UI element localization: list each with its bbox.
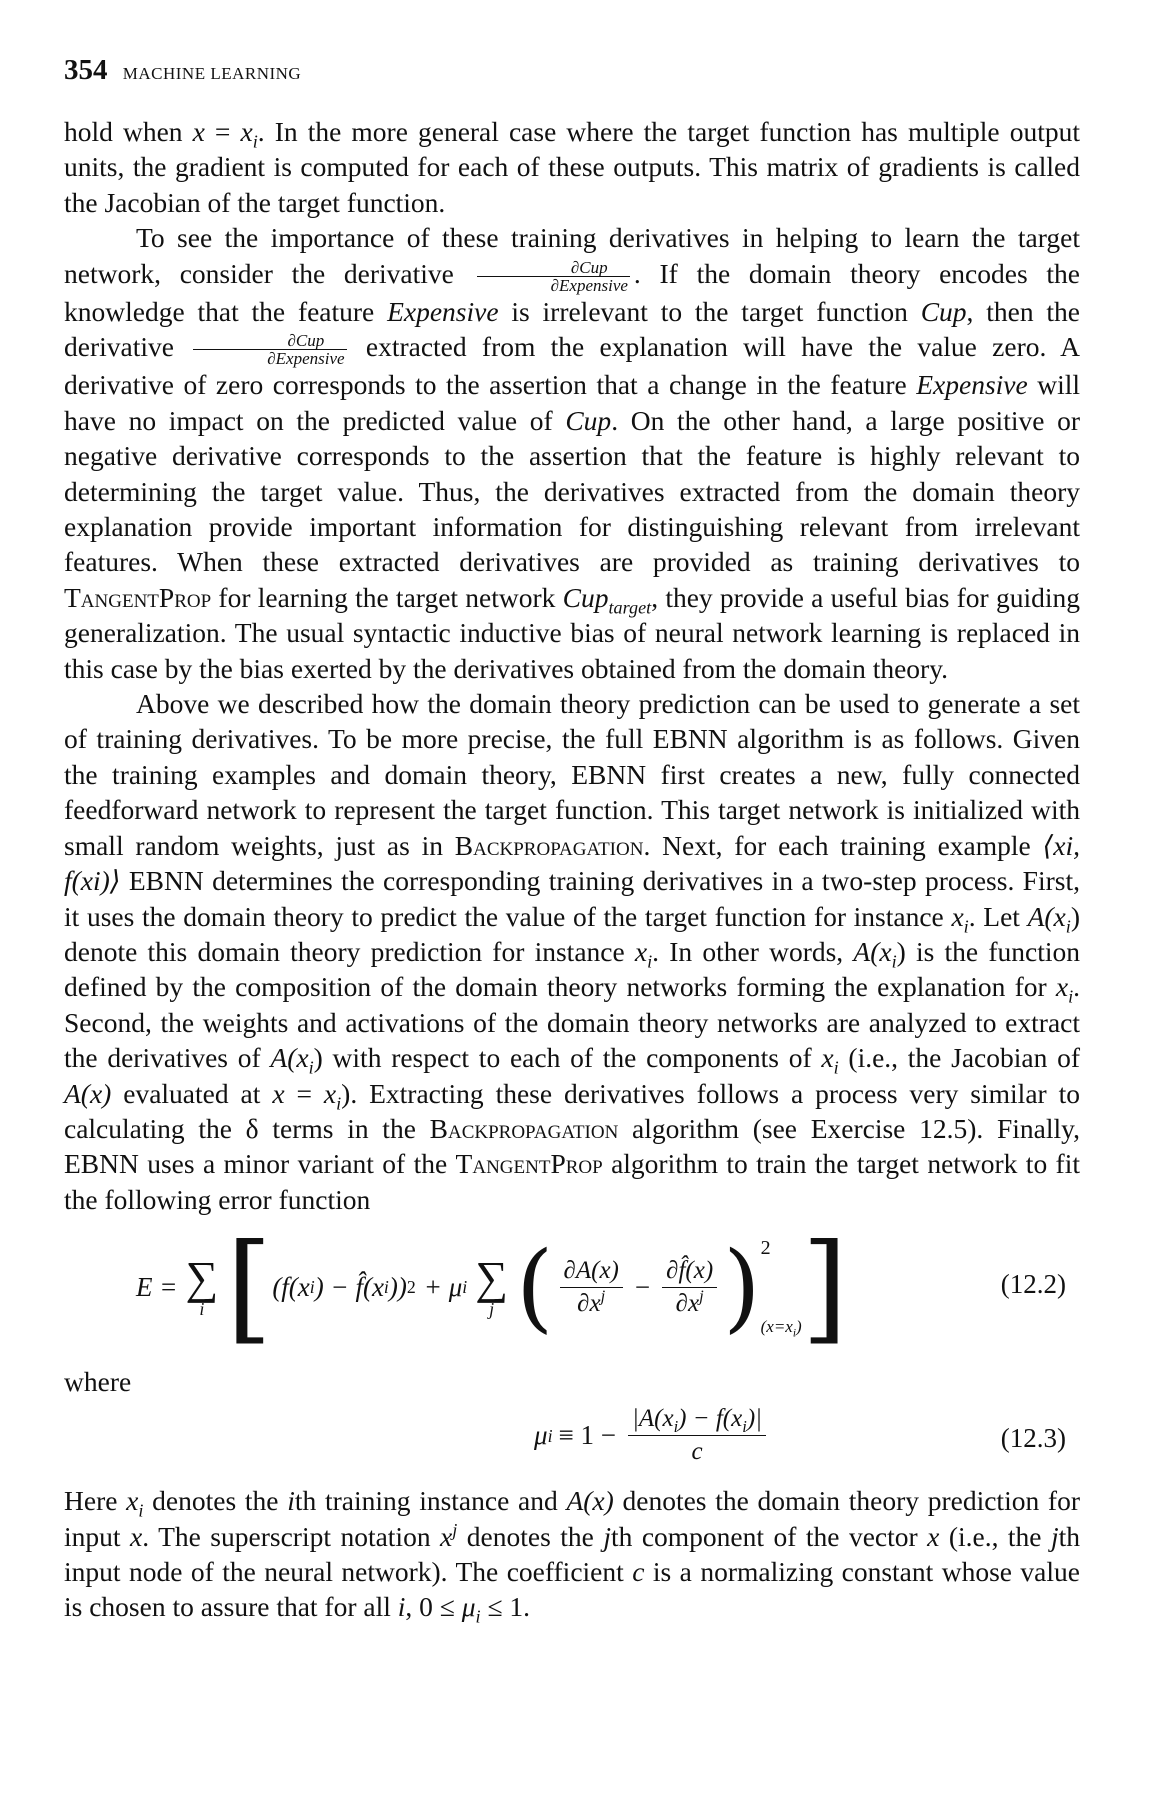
inner-sum-symbol: ∑ xyxy=(475,1252,509,1304)
df-dx-fraction: $\frac{\partial f̂(x)}{\partial x^j}$ xyxy=(662,1257,717,1318)
equation-number-12-3: (12.3) xyxy=(1000,1423,1066,1454)
derivative-fraction-1: $\frac{\text{∂Cup}}{\text{∂Expensive}}$ xyxy=(477,259,630,294)
paragraph-1: hold when $x = x_i$. In the more general case where the target function has multiple output units, the gradient is computed for each of these outputs. This matrix of gradients is called the Jacobian of the target function. xyxy=(64,116,1080,218)
error-function-formula: E = ∑ i [ (f(x i ) − f̂(x i )) 2 + μ i ∑ j ( ∂A(x) $\partial x^j$ − $\frac{\partial f̂(x)}{\partial x^j}$ ) 2 $(x=x_i)$ ] xyxy=(136,1218,848,1357)
mu-fraction: $\frac{|A(x_i) - f(x_i)|}{c}$ xyxy=(628,1405,766,1466)
paragraph-3: Above we described how the domain theory prediction can be used to generate a set of training derivatives. To be more precise, the full EBNN algorithm is as follows. Given the training examples and domain theory, EBNN first creates a new, fully connected feedforward network to represent the target function. This target network is initialized with small random weights, just as in Backpropagation. Next, for each training example ⟨xi, f(xi)⟩ EBNN determines the corresponding training derivatives in a two-step process. First, it uses the domain theory to predict the value of the target function for instance $x_i$. Let $A(x_i)$ denote this domain theory prediction for instance $x_i$. In other words, $A(x_i)$ is the function defined by the composition of the domain theory networks forming the explanation for $x_i$. Second, the weights and activations of the domain theory networks are analyzed to extract the derivatives of $A(x_i)$ with respect to each of the components of $x_i$ (i.e., the Jacobian of A(x) evaluated at $x = x_i$). Extracting these derivatives follows a process very similar to calculating the δ terms in the Backpropagation algorithm (see Exercise 12.5). Finally, EBNN uses a minor variant of the TangentProp algorithm to train the target network to fit the following error function xyxy=(64,688,1081,1215)
equation-12-3 xyxy=(64,1399,1080,1483)
dA-dx-fraction: ∂A(x) $\partial x^j$ xyxy=(560,1257,623,1318)
page-number: 354 xyxy=(64,54,108,86)
paragraph-4: Here $x_i$ denotes the ith training instance and A(x) denotes the domain theory prediction for input x. The superscript notation $x^j$ denotes the jth component of the vector x (i.e., the jth input node of the neural network). The coefficient c is a normalizing constant whose value is chosen to assure that for all i, $0 \le \mu_i \le 1$. xyxy=(64,1485,1081,1627)
running-head xyxy=(64,52,1080,92)
running-title: MACHINE LEARNING xyxy=(122,64,302,83)
paragraph-2: To see the importance of these training derivatives in helping to learn the target network, consider the derivative $\frac{\text{∂Cup}}{\text{∂Expensive}}$ . If the domain theory encodes the knowledge that the feature Expensive is irrelevant to the target function Cup, then the derivative $\frac{\text{∂Cup}}{\text{∂Expensive}}$ extracted from the explanation will have the value zero. A derivative of zero corresponds to the assertion that a change in the feature Expensive will have no impact on the predicted value of Cup. On the other hand, a large positive or negative derivative corresponds to the assertion that the feature is highly relevant to determining the target value. Thus, the derivatives extracted from the domain theory explanation provide important information for distinguishing relevant from irrelevant features. When these extracted derivatives are provided as training derivatives to TangentProp for learning the target network Cup$_{target}$, they provide a useful bias for guiding generalization. The usual syntactic inductive bias of neural network learning is replaced in this case by the bias exerted by the derivatives obtained from the domain theory. xyxy=(64,222,1081,684)
sum-symbol: ∑ xyxy=(185,1252,219,1304)
equation-number-12-2: (12.2) xyxy=(1000,1269,1066,1300)
equation-12-2 xyxy=(64,1218,1080,1365)
derivative-fraction-2: $\frac{\text{∂Cup}}{\text{∂Expensive}}$ xyxy=(193,332,346,367)
where-label: where xyxy=(64,1366,132,1398)
book-page xyxy=(64,52,1080,1625)
mu-formula: μ i ≡ 1 − $\frac{|A(x_i) - f(x_i)|}{c}$ xyxy=(534,1405,772,1466)
